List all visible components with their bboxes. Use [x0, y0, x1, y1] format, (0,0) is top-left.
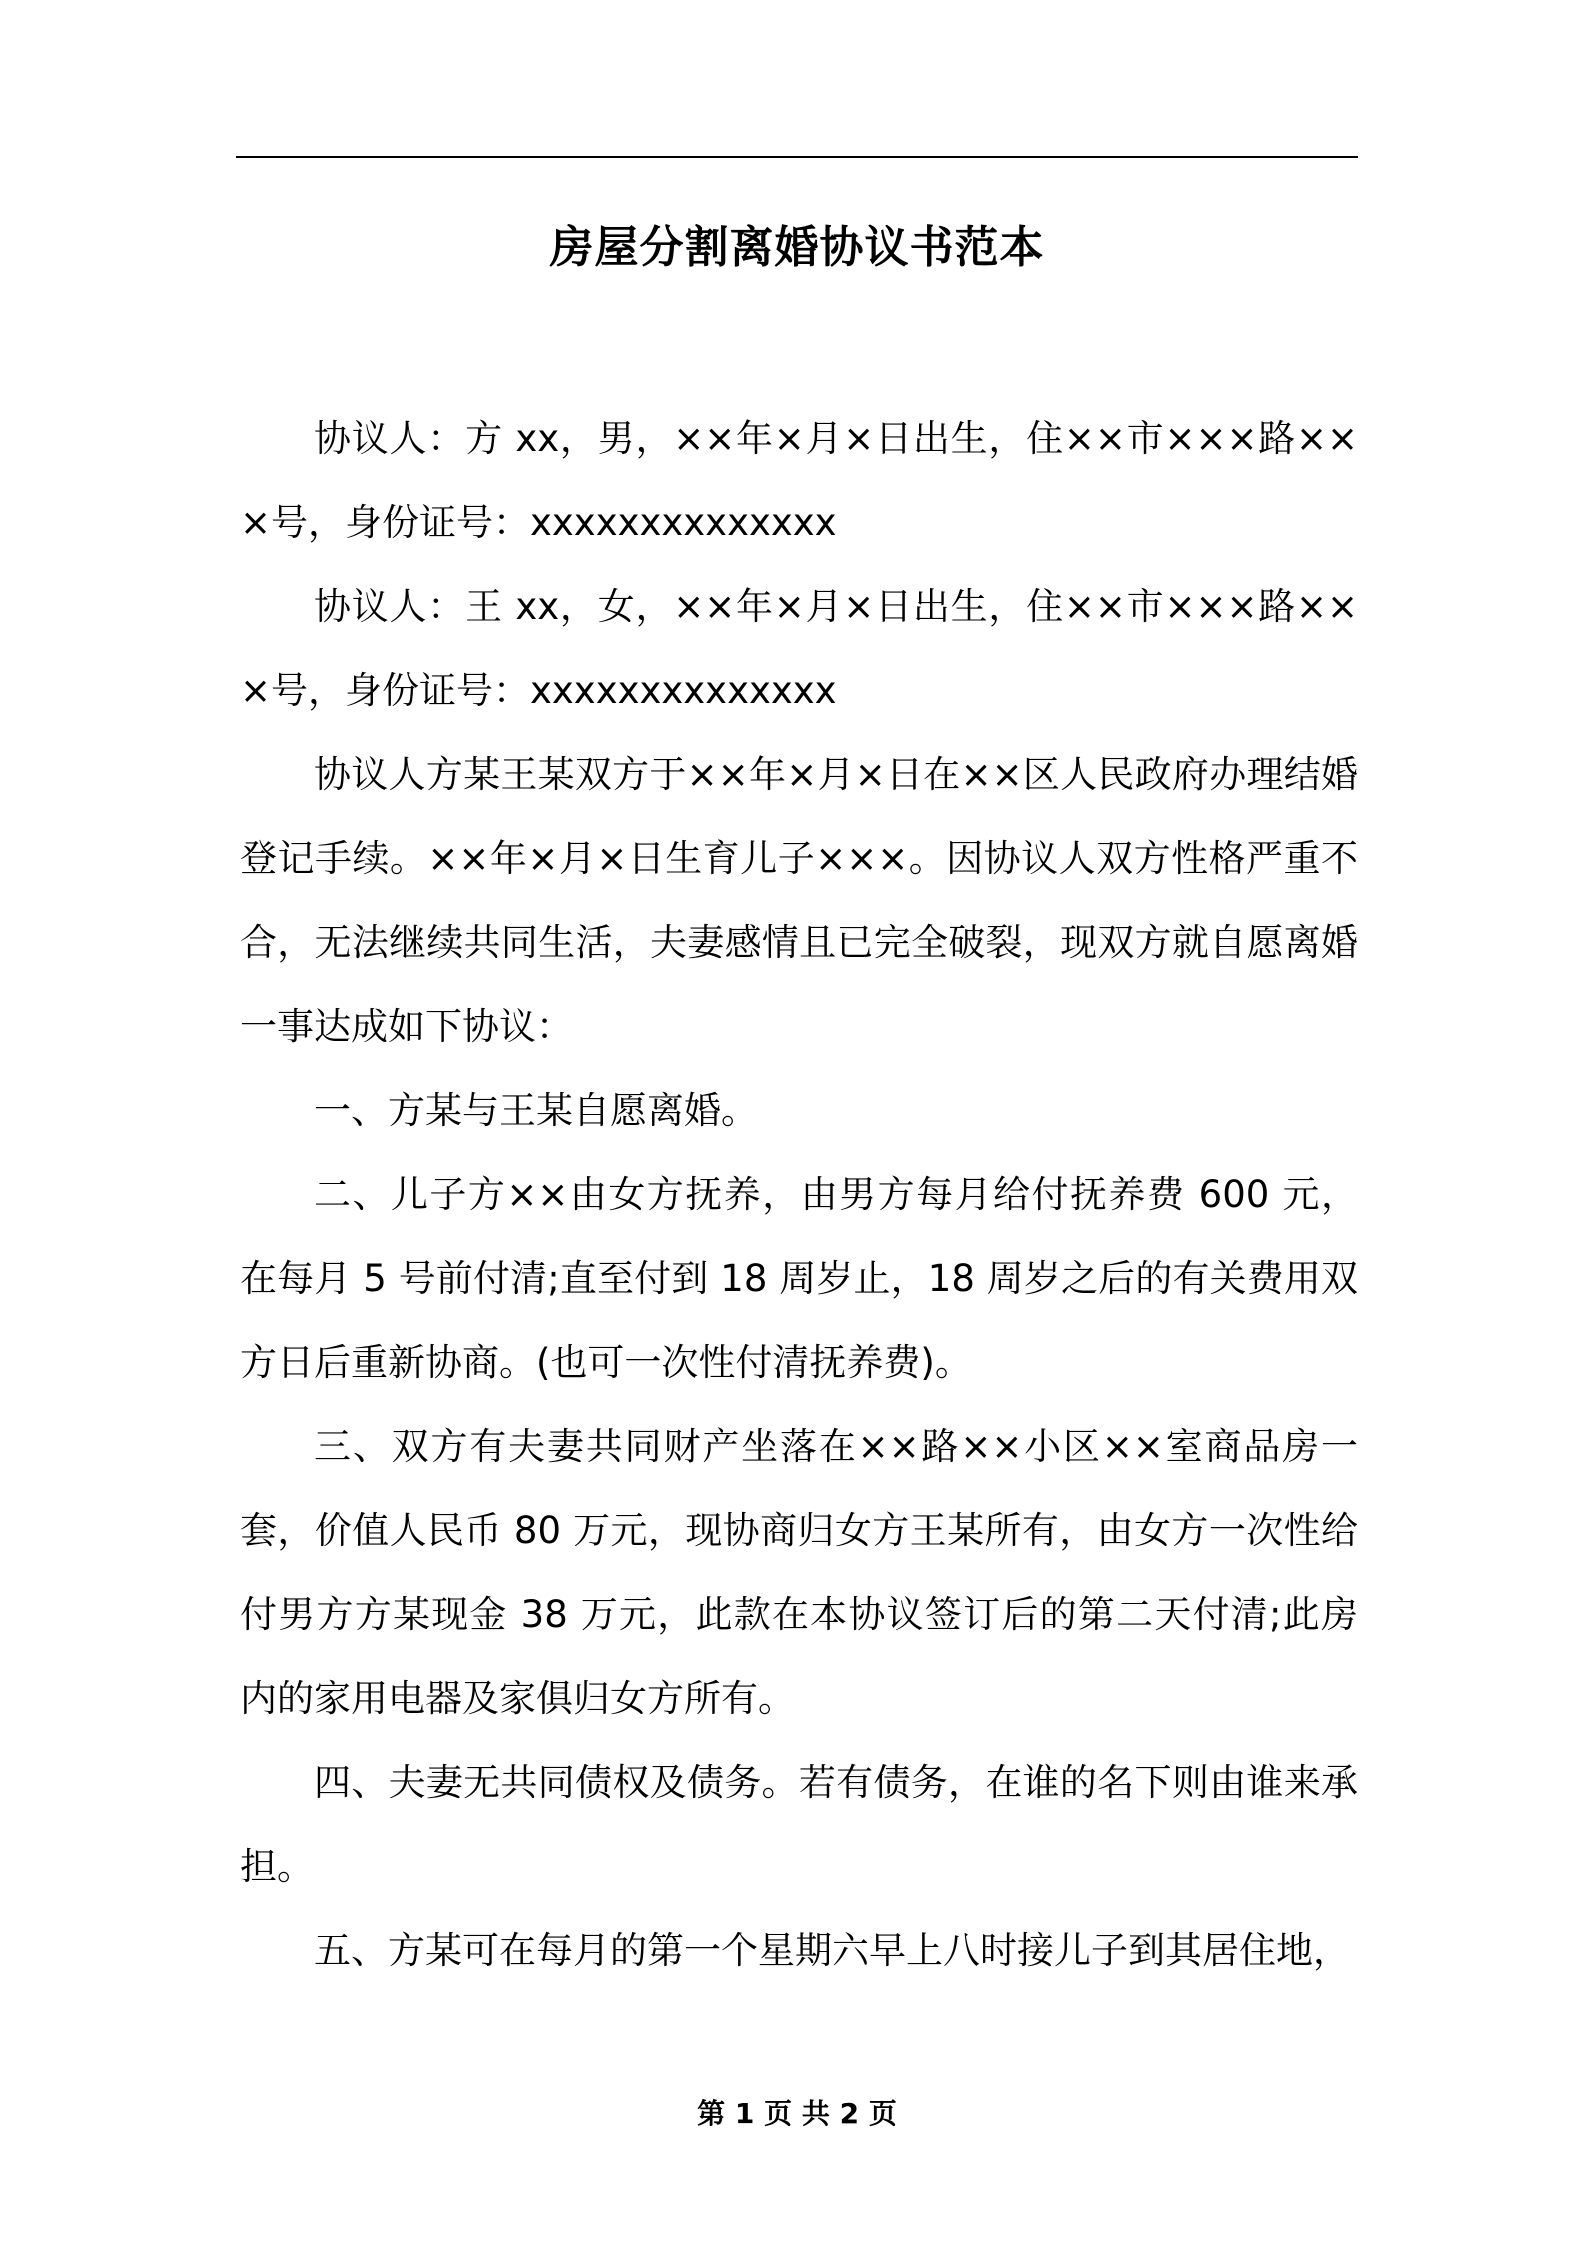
background-paragraph: 协议人方某王某双方于××年×月×日在××区人民政府办理结婚登记手续。××年×月×日生育儿子×××。因协议人双方性格严重不合，无法继续共同生活，夫妻感情且已完全破裂，现双方就自愿离婚一事达成如下协议： [240, 753, 1358, 1048]
clause-1-paragraph: 一、方某与王某自愿离婚。 [314, 1089, 758, 1132]
document-body [240, 397, 1358, 1993]
party-b-paragraph: 协议人：王 xx，女，××年×月×日出生，住××市×××路×××号，身份证号：xxxxxxxxxxxxxx [240, 585, 1358, 712]
page-number-footer: 第 1 页 共 2 页 [697, 2097, 897, 2130]
document-title: 房屋分割离婚协议书范本 [549, 222, 1045, 273]
clause-3-paragraph: 三、双方有夫妻共同财产坐落在××路××小区××室商品房一套，价值人民币 80 万元，现协商归女方王某所有，由女方一次性给付男方方某现金 38 万元，此款在本协议签订后的第二天付清;此房内的家用电器及家俱归女方所有。 [240, 1425, 1358, 1720]
clause-4-paragraph: 四、夫妻无共同债权及债务。若有债务，在谁的名下则由谁来承担。 [240, 1761, 1358, 1888]
party-a-paragraph: 协议人：方 xx，男，××年×月×日出生，住××市×××路×××号，身份证号：xxxxxxxxxxxxxx [240, 417, 1358, 544]
clause-2-paragraph: 二、儿子方××由女方抚养，由男方每月给付抚养费 600 元，在每月 5 号前付清;直至付到 18 周岁止，18 周岁之后的有关费用双方日后重新协商。(也可一次性付清抚养费)。 [240, 1173, 1358, 1384]
clause-5-paragraph: 五、方某可在每月的第一个星期六早上八时接儿子到其居住地， [314, 1929, 1350, 1972]
header-rule [236, 156, 1358, 158]
